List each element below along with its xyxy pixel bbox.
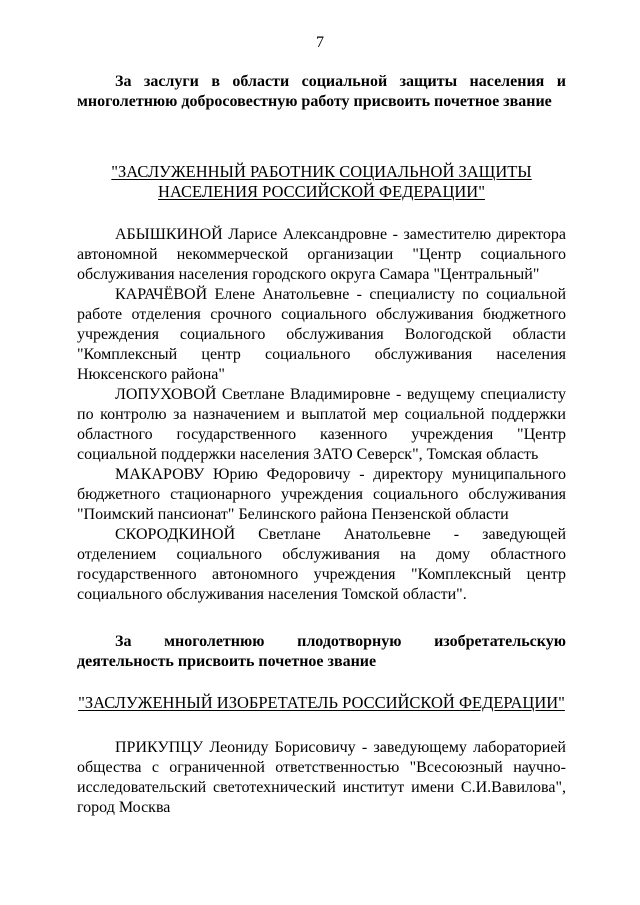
- section-intro: [77, 72, 566, 112]
- awardee-list: [77, 225, 566, 605]
- honorary-title: [77, 693, 566, 713]
- awardee-entry: КАРАЧЁВОЙ Елене Анатольевне - специалисту по социальной работе отделения срочного социального обслуживания бюджетного учреждения социального обслуживания Вологодской области "Комплексный центр социального обслуживания населения Нюксенского района": [77, 286, 566, 383]
- awardee-list: [77, 738, 566, 818]
- awardee-entry: ЛОПУХОВОЙ Светлане Владимировне - ведущему специалисту по контролю за назначением и выплатой мер социальной поддержки областного государственного казенного учреждения "Центр социальной поддержки населения ЗАТО Северск", Томская область: [77, 386, 566, 463]
- page-number: 7: [316, 34, 324, 51]
- section-intro: [77, 632, 566, 672]
- award-intro-text: За многолетнюю плодотворную изобретательскую деятельность присвоить почетное звание: [77, 633, 566, 670]
- honorary-title-line: НАСЕЛЕНИЯ РОССИЙСКОЙ ФЕДЕРАЦИИ": [158, 182, 485, 201]
- award-intro-text: За заслуги в области социальной защиты населения и многолетнюю добросовестную работу присвоить почетное звание: [77, 73, 566, 110]
- awardee-entry: СКОРОДКИНОЙ Светлане Анатольевне - заведующей отделением социального обслуживания на дому областного государственного автономного учреждения "Комплексный центр социального обслуживания населения Томской области".: [77, 526, 566, 603]
- awardee-entry: ПРИКУПЦУ Леониду Борисовичу - заведующему лабораторией общества с ограниченной ответственностью "Всесоюзный научно-исследовательский светотехнический институт имени С.И.Вавилова", город Москва: [77, 739, 566, 816]
- honorary-title-line: "ЗАСЛУЖЕННЫЙ РАБОТНИК СОЦИАЛЬНОЙ ЗАЩИТЫ: [111, 162, 532, 181]
- honorary-title-line: "ЗАСЛУЖЕННЫЙ ИЗОБРЕТАТЕЛЬ РОССИЙСКОЙ ФЕДЕРАЦИИ": [78, 693, 565, 712]
- honorary-title: [77, 162, 566, 202]
- awardee-entry: МАКАРОВУ Юрию Федоровичу - директору муниципального бюджетного стационарного учреждения социального обслуживания "Поимский пансионат" Белинского района Пензенской области: [77, 466, 566, 523]
- awardee-entry: АБЫШКИНОЙ Ларисе Александровне - заместителю директора автономной некоммерческой организации "Центр социального обслуживания населения городского округа Самара "Центральный": [77, 226, 566, 283]
